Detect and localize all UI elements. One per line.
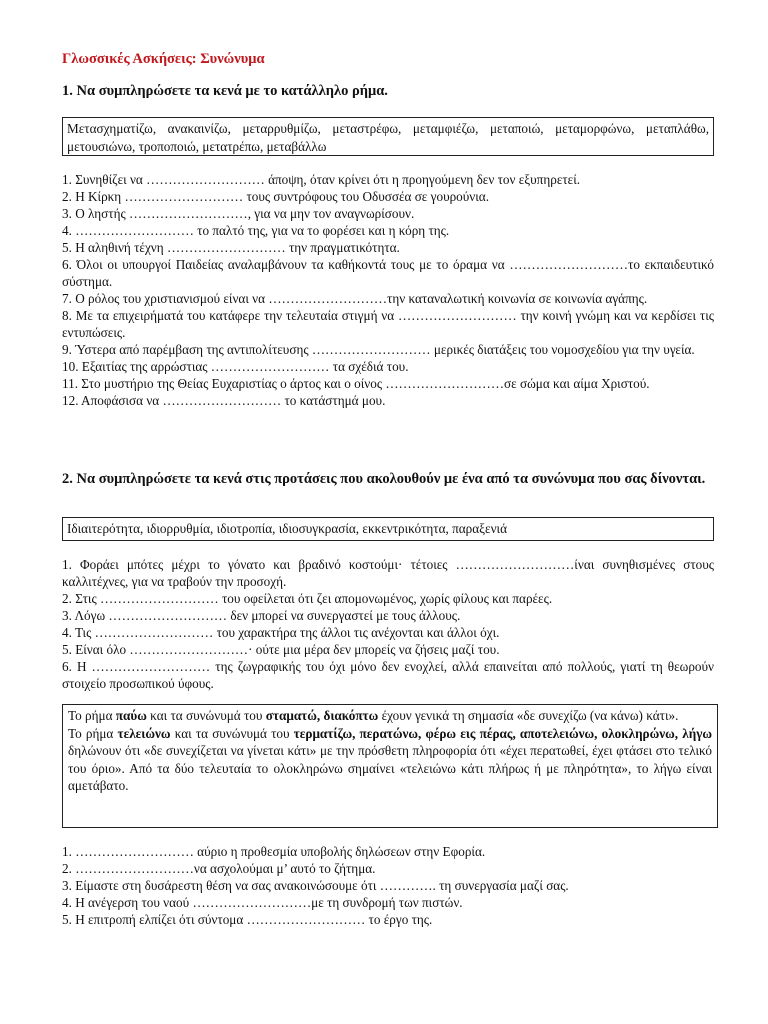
note-paragraph (68, 707, 712, 725)
note-text: δηλώνουν ότι «δε συνεχίζεται να γίνεται κάτι» με την πρόσθετη πληροφορία ότι «έχει περατωθεί, έχει φτάσει στο τελικό του όριο». Από τα δύο τελευταία το ολοκληρώνω σημαίνει «τελειώνω κάτι πλήρως ή με πληρότητα», το λήγω είναι αμετάβατο. (68, 743, 712, 793)
exercise-1-item: 12. Αποφάσισα να ……………………… το κατάστημά μου. (62, 393, 386, 408)
exercise-2-item: 6. Η ……………………… της ζωγραφικής του όχι μόνο δεν ενοχλεί, αλλά επαινείται από πολλούς, γιατί τη θεωρούν στοιχείο προσωπικού ύφους. (62, 659, 714, 691)
exercise-2-item: 2. Στις ……………………… του οφείλεται ότι ζει απομονωμένος, χωρίς φίλους και παρέες. (62, 591, 553, 606)
exercise-2-item: 1. Φοράει μπότες μέχρι το γόνατο και βραδινό κοστούμι· τέτοιες ………………………ίναι συνηθισμένες στους καλλιτέχνες, για να τραβούν την προσοχή. (62, 557, 714, 589)
exercise-3-item: 3. Είμαστε στη δυσάρεστη θέση να σας ανακοινώσουμε ότι …………. τη συνεργασία μαζί σας. (62, 878, 569, 893)
exercise-2-list (62, 556, 714, 692)
exercise-1-item: 7. Ο ρόλος του χριστιανισμού είναι να ………………………την καταναλωτική κοινωνία σε κοινωνία αγάπης. (62, 291, 648, 306)
note-text: και τα συνώνυμά του (170, 725, 294, 741)
document-title: Γλωσσικές Ασκήσεις: Συνώνυμα (62, 51, 265, 67)
exercise-2-heading: 2. Να συμπληρώσετε τα κενά στις προτάσεις που ακολουθούν με ένα από τα συνώνυμα που σας δίνονται. (62, 471, 706, 487)
note-keyword: παύω (115, 708, 147, 723)
exercise-1-item: 5. Η αληθινή τέχνη ……………………… την πραγματικότητα. (62, 240, 400, 255)
exercise-1-item: 10. Εξαιτίας της αρρώστιας ……………………… τα σχέδιά του. (62, 359, 409, 374)
exercise-1-item: 3. Ο ληστής ………………………, για να μην τον αναγνωρίσουν. (62, 206, 415, 221)
note-keyword: τερματίζω, περατώνω, φέρω εις πέρας, αποτελειώνω, ολοκληρώνω, λήγω (293, 725, 712, 741)
exercise-1-list (62, 171, 714, 409)
exercise-1-item: 2. Η Κίρκη ……………………… τους συντρόφους του Οδυσσέα σε γουρούνια. (62, 189, 490, 204)
exercise-1-item: 8. Με τα επιχειρήματά του κατάφερε την τελευταία στιγμή να ……………………… την κοινή γνώμη και να κερδίσει τις εντυπώσεις. (62, 308, 714, 340)
exercise-1-item: 9. Ύστερα από παρέμβαση της αντιπολίτευσης ……………………… μερικές διατάξεις του νομοσχεδίου για την υγεία. (62, 342, 695, 357)
grammar-note-box (62, 704, 718, 828)
exercise-3-item: 5. Η επιτροπή ελπίζει ότι σύντομα ……………………… το έργο της. (62, 912, 433, 927)
exercise-3-item: 2. ………………………να ασχολούμαι μ’ αυτό το ζήτημα. (62, 861, 376, 876)
note-text: Το ρήμα (68, 708, 116, 723)
exercise-1-heading: 1. Να συμπληρώσετε τα κενά με το κατάλληλο ρήμα. (62, 83, 388, 99)
exercise-2-word-box: Ιδιαιτερότητα, ιδιορρυθμία, ιδιοτροπία, ιδιοσυγκρασία, εκκεντρικότητα, παραξενιά (62, 517, 714, 541)
note-text: και τα συνώνυμά του (146, 708, 266, 723)
exercise-3-list (62, 843, 714, 928)
exercise-2-item: 3. Λόγω ……………………… δεν μπορεί να συνεργαστεί με τους άλλους. (62, 608, 461, 623)
note-keyword: τελειώνω (117, 725, 171, 741)
exercise-1-item: 6. Όλοι οι υπουργοί Παιδείας αναλαμβάνουν τα καθήκοντά τους με το όραμα να ………………………το εκπαιδευτικό σύστημα. (62, 257, 714, 289)
exercise-1-item: 11. Στο μυστήριο της Θείας Ευχαριστίας ο άρτος και ο οίνος ………………………σε σώμα και αίμα Χριστού. (62, 376, 650, 391)
exercise-3-item: 1. ……………………… αύριο η προθεσμία υποβολής δηλώσεων στην Εφορία. (62, 844, 486, 859)
exercise-1-item: 4. ……………………… το παλτό της, για να το φορέσει και η κόρη της. (62, 223, 450, 238)
exercise-2-item: 5. Είναι όλο ………………………· ούτε μια μέρα δεν μπορείς να ζήσεις μαζί του. (62, 642, 500, 657)
exercise-2-item: 4. Τις ……………………… του χαρακτήρα της άλλοι τις ανέχονται και άλλοι όχι. (62, 625, 500, 640)
note-text: Το ρήμα (68, 725, 118, 741)
note-keyword: σταματώ, διακόπτω (265, 708, 379, 723)
note-paragraph (68, 725, 712, 795)
exercise-3-item: 4. Η ανέγερση του ναού ………………………με τη συνδρομή των πιστών. (62, 895, 463, 910)
exercise-1-item: 1. Συνηθίζει να ……………………… άποψη, όταν κρίνει ότι η προηγούμενη δεν τον εξυπηρετεί. (62, 172, 581, 187)
note-text: έχουν γενικά τη σημασία «δε συνεχίζω (να κάνω) κάτι». (378, 708, 679, 723)
exercise-1-word-box: Μετασχηματίζω, ανακαινίζω, μεταρρυθμίζω, μεταστρέφω, μεταμφιέζω, μεταποιώ, μεταμορφώνω, μεταπλάθω, μετουσιώνω, τροποποιώ, μετατρέπω, μεταβάλλω (62, 117, 714, 156)
